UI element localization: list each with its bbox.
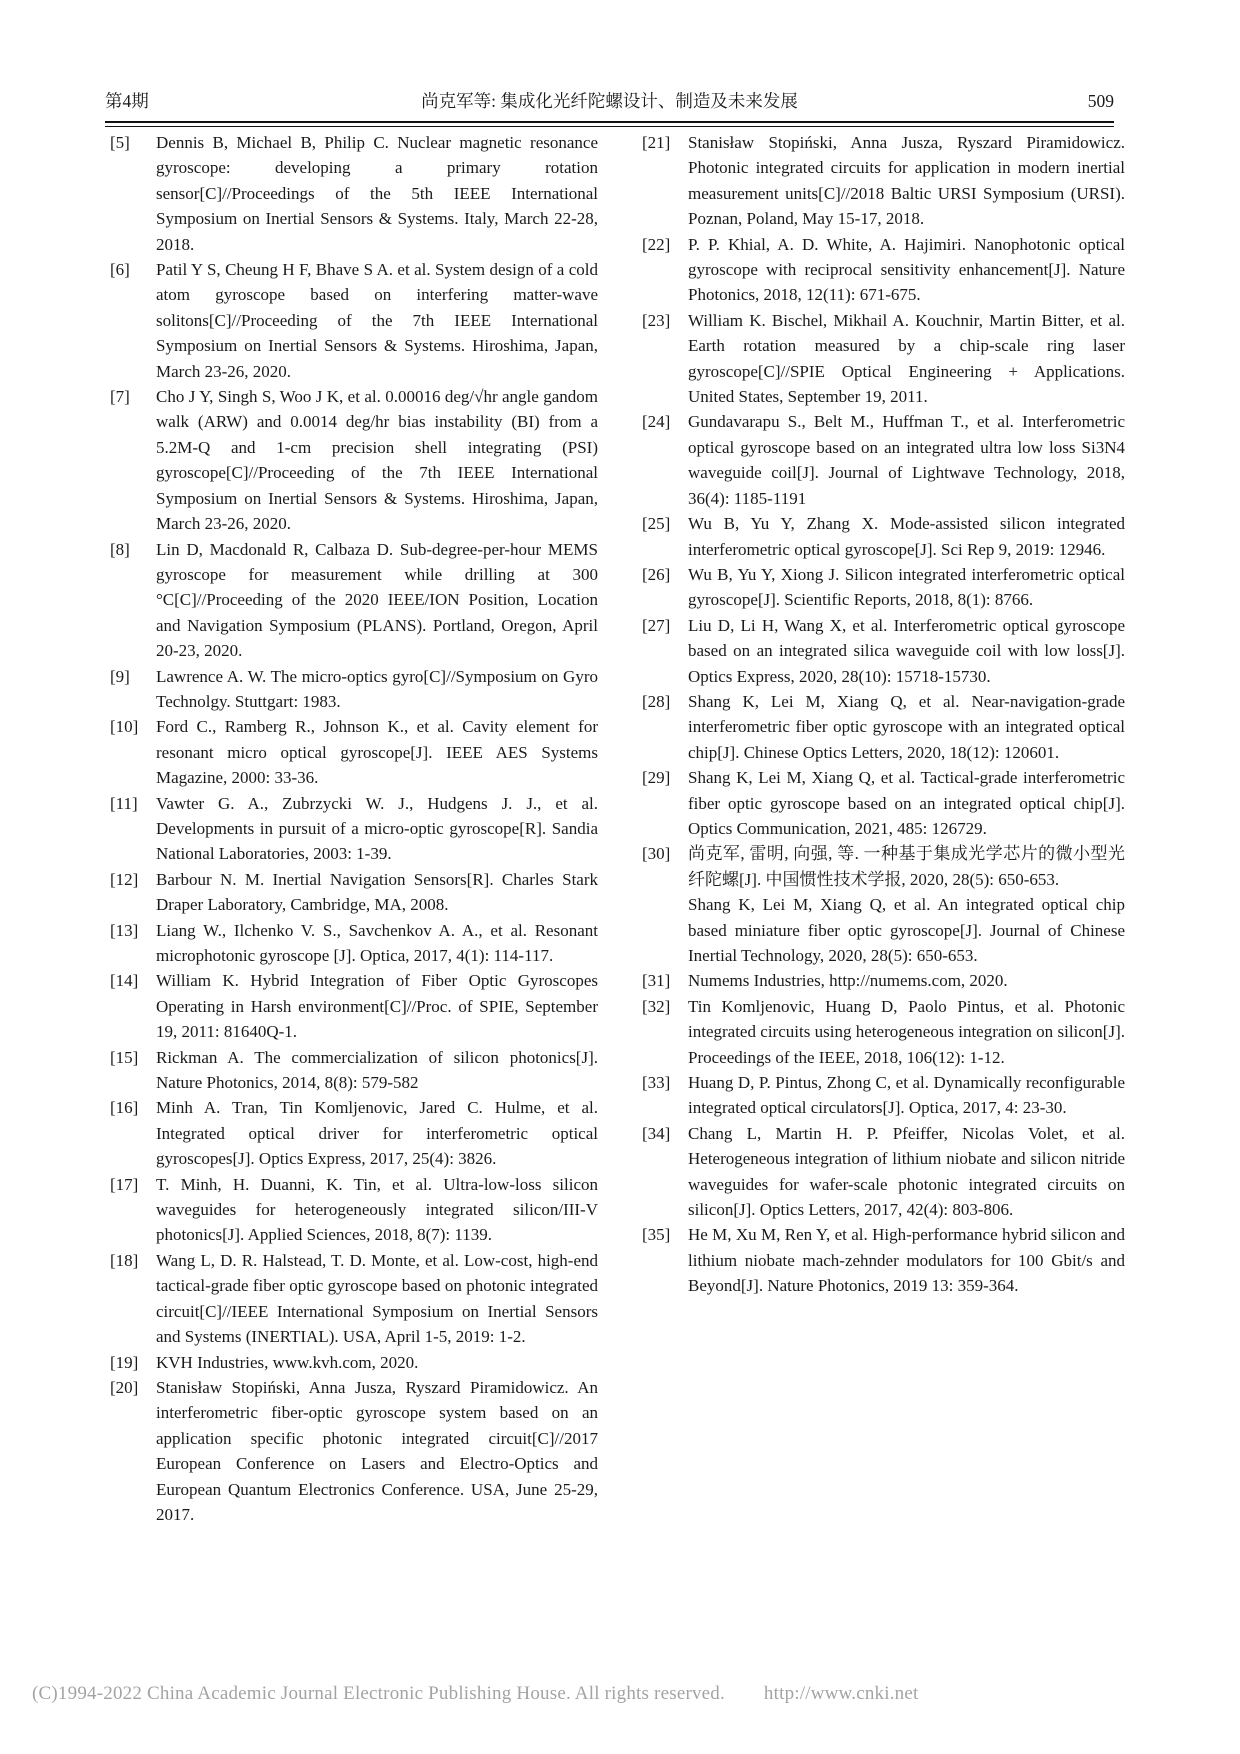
reference-text: Gundavarapu S., Belt M., Huffman T., et al. Interferometric optical gyroscope based on an integrated ultra low loss Si3N4 waveguide coil[J]. Journal of Lightwave Technology, 2018, 36(4): 1185-1191: [688, 412, 1125, 508]
reference-item: [642, 308, 1125, 410]
footer-url: http://www.cnki.net: [763, 1683, 919, 1704]
reference-number: [11]: [110, 793, 138, 813]
reference-number: [31]: [642, 971, 671, 991]
reference-text: Stanisław Stopiński, Anna Jusza, Ryszard Piramidowicz. Photonic integrated circuits for application in modern inertial measurement units[C]//2018 Baltic URSI Symposium (URSI). Poznan, Poland, May 15-17, 2018.: [688, 133, 1125, 229]
reference-item: [642, 968, 1125, 993]
reference-text: P. P. Khial, A. D. White, A. Hajimiri. Nanophotonic optical gyroscope with reciprocal sensitivity enhancement[J]. Nature Photonics, 2018, 12(11): 671-675.: [688, 234, 1125, 305]
reference-number: [6]: [110, 260, 130, 280]
reference-number: [20]: [110, 1377, 139, 1397]
reference-text: Dennis B, Michael B, Philip C. Nuclear magnetic resonance gyroscope: developing a primary rotation sensor[C]//Proceedings of the 5th IEEE International Symposium on Inertial Sensors & Systems. Italy, March 22-28, 2018.: [156, 133, 598, 254]
reference-text: William K. Hybrid Integration of Fiber Optic Gyroscopes Operating in Harsh environment[C]//Proc. of SPIE, September 19, 2011: 81640Q-1.: [156, 971, 598, 1042]
reference-item: [110, 537, 598, 664]
reference-item: [642, 841, 1125, 892]
reference-item: [642, 994, 1125, 1070]
reference-number: [10]: [110, 717, 139, 737]
reference-item: [642, 689, 1125, 765]
issue-label: 第4期: [105, 91, 149, 111]
reference-text: Ford C., Ramberg R., Johnson K., et al. Cavity element for resonant micro optical gyroscope[J]. IEEE AES Systems Magazine, 2000: 33-36.: [156, 717, 598, 788]
reference-item: [110, 714, 598, 790]
reference-number: [15]: [110, 1047, 139, 1067]
reference-number: [19]: [110, 1352, 139, 1372]
reference-number: [27]: [642, 615, 671, 635]
reference-text: He M, Xu M, Ren Y, et al. High-performance hybrid silicon and lithium niobate mach-zehnder modulators for 100 Gbit/s and Beyond[J]. Nature Photonics, 2019 13: 359-364.: [688, 1225, 1125, 1296]
reference-number: [23]: [642, 310, 671, 330]
reference-text: Lawrence A. W. The micro-optics gyro[C]//Symposium on Gyro Technolgy. Stuttgart: 1983.: [156, 666, 598, 711]
reference-number: [8]: [110, 539, 130, 559]
reference-number: [12]: [110, 869, 139, 889]
reference-item: [110, 257, 598, 384]
reference-item: [642, 892, 1125, 968]
page-number: 509: [1087, 91, 1114, 111]
reference-text: Lin D, Macdonald R, Calbaza D. Sub-degree-per-hour MEMS gyroscope for measurement while drilling at 300 °C[C]//Proceeding of the 2020 IEEE/ION Position, Location and Navigation Symposium (PLANS). Portland, Oregon, April 20-23, 2020.: [156, 539, 598, 661]
reference-item: [642, 409, 1125, 511]
reference-text: Cho J Y, Singh S, Woo J K, et al. 0.00016 deg/√hr angle gandom walk (ARW) and 0.0014 deg/hr bias instability (BI) from a 5.2M-Q and 1-cm precision shell integrating (PSI) gyroscope[C]//Proceeding of the 7th IEEE International Symposium on Inertial Sensors & Systems. Hiroshima, Japan, March 23-26, 2020.: [156, 387, 598, 534]
reference-number: [22]: [642, 234, 671, 254]
reference-item: [110, 791, 598, 867]
reference-item: [110, 968, 598, 1044]
reference-item: [642, 1121, 1125, 1223]
copyright-text: (C)1994-2022 China Academic Journal Electronic Publishing House. All rights reserved.: [32, 1683, 725, 1704]
reference-number: [30]: [642, 844, 671, 864]
reference-item: [642, 765, 1125, 841]
reference-number: [13]: [110, 920, 139, 940]
reference-text: Wu B, Yu Y, Zhang X. Mode-assisted silicon integrated interferometric optical gyroscope[J]. Sci Rep 9, 2019: 12946.: [688, 514, 1125, 559]
reference-text: Stanisław Stopiński, Anna Jusza, Ryszard Piramidowicz. An interferometric fiber-optic gyroscope system based on an application specific photonic integrated circuit[C]//2017 European Conference on Lasers and Electro-Optics and European Quantum Electronics Conference. USA, June 25-29, 2017.: [156, 1377, 598, 1524]
reference-text: Minh A. Tran, Tin Komljenovic, Jared C. Hulme, et al. Integrated optical driver for interferometric optical gyroscopes[J]. Optics Express, 2017, 25(4): 3826.: [156, 1098, 598, 1169]
reference-item: [110, 384, 598, 536]
reference-item: [642, 130, 1125, 232]
reference-item: [110, 1248, 598, 1350]
reference-text: Liang W., Ilchenko V. S., Savchenkov A. A., et al. Resonant microphotonic gyroscope [J]. Optica, 2017, 4(1): 114-117.: [156, 920, 598, 965]
reference-text: Patil Y S, Cheung H F, Bhave S A. et al. System design of a cold atom gyroscope based on interfering matter-wave solitons[C]//Proceeding of the 7th IEEE International Symposium on Inertial Sensors & Systems. Hiroshima, Japan, March 23-26, 2020.: [156, 260, 598, 381]
reference-item: [110, 130, 598, 257]
reference-item: [110, 1375, 598, 1527]
reference-item: [110, 918, 598, 969]
reference-number: [32]: [642, 996, 671, 1016]
reference-number: [25]: [642, 514, 671, 534]
reference-item: [642, 1070, 1125, 1121]
reference-text: Shang K, Lei M, Xiang Q, et al. Tactical-grade interferometric fiber optic gyroscope based on an integrated optical chip[J]. Optics Communication, 2021, 485: 126729.: [688, 768, 1125, 838]
reference-item: [642, 562, 1125, 613]
reference-item: [110, 867, 598, 918]
reference-number: [34]: [642, 1123, 671, 1143]
reference-number: [33]: [642, 1073, 671, 1093]
reference-text: William K. Bischel, Mikhail A. Kouchnir, Martin Bitter, et al. Earth rotation measured by a chip-scale ring laser gyroscope[C]//SPIE Optical Engineering + Applications. United States, September 19, 2011.: [688, 310, 1125, 407]
reference-number: [14]: [110, 971, 139, 991]
reference-item: [110, 1095, 598, 1171]
reference-number: [9]: [110, 666, 130, 686]
reference-text: Shang K, Lei M, Xiang Q, et al. Near-navigation-grade interferometric fiber optic gyroscope with an integrated optical chip[J]. Chinese Optics Letters, 2020, 18(12): 120601.: [688, 691, 1125, 762]
reference-text: 尚克军, 雷明, 向强, 等. 一种基于集成光学芯片的微小型光纤陀螺[J]. 中国惯性技术学报, 2020, 28(5): 650-653.: [688, 844, 1125, 889]
reference-number: [21]: [642, 133, 671, 152]
reference-number: [26]: [642, 564, 671, 584]
reference-item: [642, 511, 1125, 562]
reference-number: [29]: [642, 768, 671, 788]
page-footer: [32, 1683, 1210, 1705]
reference-text: Wu B, Yu Y, Xiong J. Silicon integrated interferometric optical gyroscope[J]. Scientific Reports, 2018, 8(1): 8766.: [688, 564, 1125, 610]
reference-text: Vawter G. A., Zubrzycki W. J., Hudgens J. J., et al. Developments in pursuit of a micro-optic gyroscope[R]. Sandia National Laboratories, 2003: 1-39.: [156, 793, 598, 864]
page-header: [105, 88, 1114, 114]
header-double-rule: [105, 121, 1114, 127]
reference-item: [110, 664, 598, 715]
reference-text: Numems Industries, http://numems.com, 2020.: [688, 971, 1008, 991]
reference-item: [642, 1222, 1125, 1298]
reference-item: [642, 613, 1125, 689]
reference-text: Barbour N. M. Inertial Navigation Sensors[R]. Charles Stark Draper Laboratory, Cambridge, MA, 2008.: [156, 869, 598, 915]
reference-item: [110, 1172, 598, 1248]
reference-number: [7]: [110, 387, 130, 407]
reference-number: [28]: [642, 691, 671, 711]
reference-number: [35]: [642, 1225, 671, 1245]
references-column-right: [642, 130, 1125, 1299]
reference-text: Rickman A. The commercialization of silicon photonics[J]. Nature Photonics, 2014, 8(8): 579-582: [156, 1047, 598, 1093]
running-title: 尚克军等: 集成化光纤陀螺设计、制造及未来发展: [421, 91, 798, 111]
reference-item: [642, 232, 1125, 308]
reference-text: KVH Industries, www.kvh.com, 2020.: [156, 1352, 419, 1372]
references-column-left: [110, 130, 598, 1527]
reference-number: [16]: [110, 1098, 139, 1118]
reference-text: Chang L, Martin H. P. Pfeiffer, Nicolas Volet, et al. Heterogeneous integration of lithium niobate and silicon nitride waveguides for wafer-scale photonic integrated circuits on silicon[J]. Optics Letters, 2017, 42(4): 803-806.: [688, 1123, 1125, 1220]
reference-item: [110, 1045, 598, 1096]
reference-text: Tin Komljenovic, Huang D, Paolo Pintus, et al. Photonic integrated circuits using heterogeneous integration on silicon[J]. Proceedings of the IEEE, 2018, 106(12): 1-12.: [688, 996, 1125, 1067]
reference-text: Shang K, Lei M, Xiang Q, et al. An integrated optical chip based miniature fiber optic gyroscope[J]. Journal of Chinese Inertial Technology, 2020, 28(5): 650-653.: [688, 895, 1125, 965]
reference-text: Liu D, Li H, Wang X, et al. Interferometric optical gyroscope based on an integrated silica waveguide coil with low loss[J]. Optics Express, 2020, 28(10): 15718-15730.: [688, 615, 1125, 686]
reference-number: [5]: [110, 133, 130, 152]
reference-number: [17]: [110, 1174, 139, 1194]
reference-text: T. Minh, H. Duanni, K. Tin, et al. Ultra-low-loss silicon waveguides for heterogeneously integrated silicon/III-V photonics[J]. Applied Sciences, 2018, 8(7): 1139.: [156, 1174, 598, 1245]
reference-text: Huang D, P. Pintus, Zhong C, et al. Dynamically reconfigurable integrated optical circulators[J]. Optica, 2017, 4: 23-30.: [688, 1073, 1125, 1118]
reference-number: [24]: [642, 412, 671, 432]
reference-text: Wang L, D. R. Halstead, T. D. Monte, et al. Low-cost, high-end tactical-grade fiber optic gyroscope based on photonic integrated circuit[C]//IEEE International Symposium on Inertial Sensors and Systems (INERTIAL). USA, April 1-5, 2019: 1-2.: [156, 1250, 598, 1347]
reference-number: [18]: [110, 1250, 139, 1270]
reference-item: [110, 1350, 598, 1375]
